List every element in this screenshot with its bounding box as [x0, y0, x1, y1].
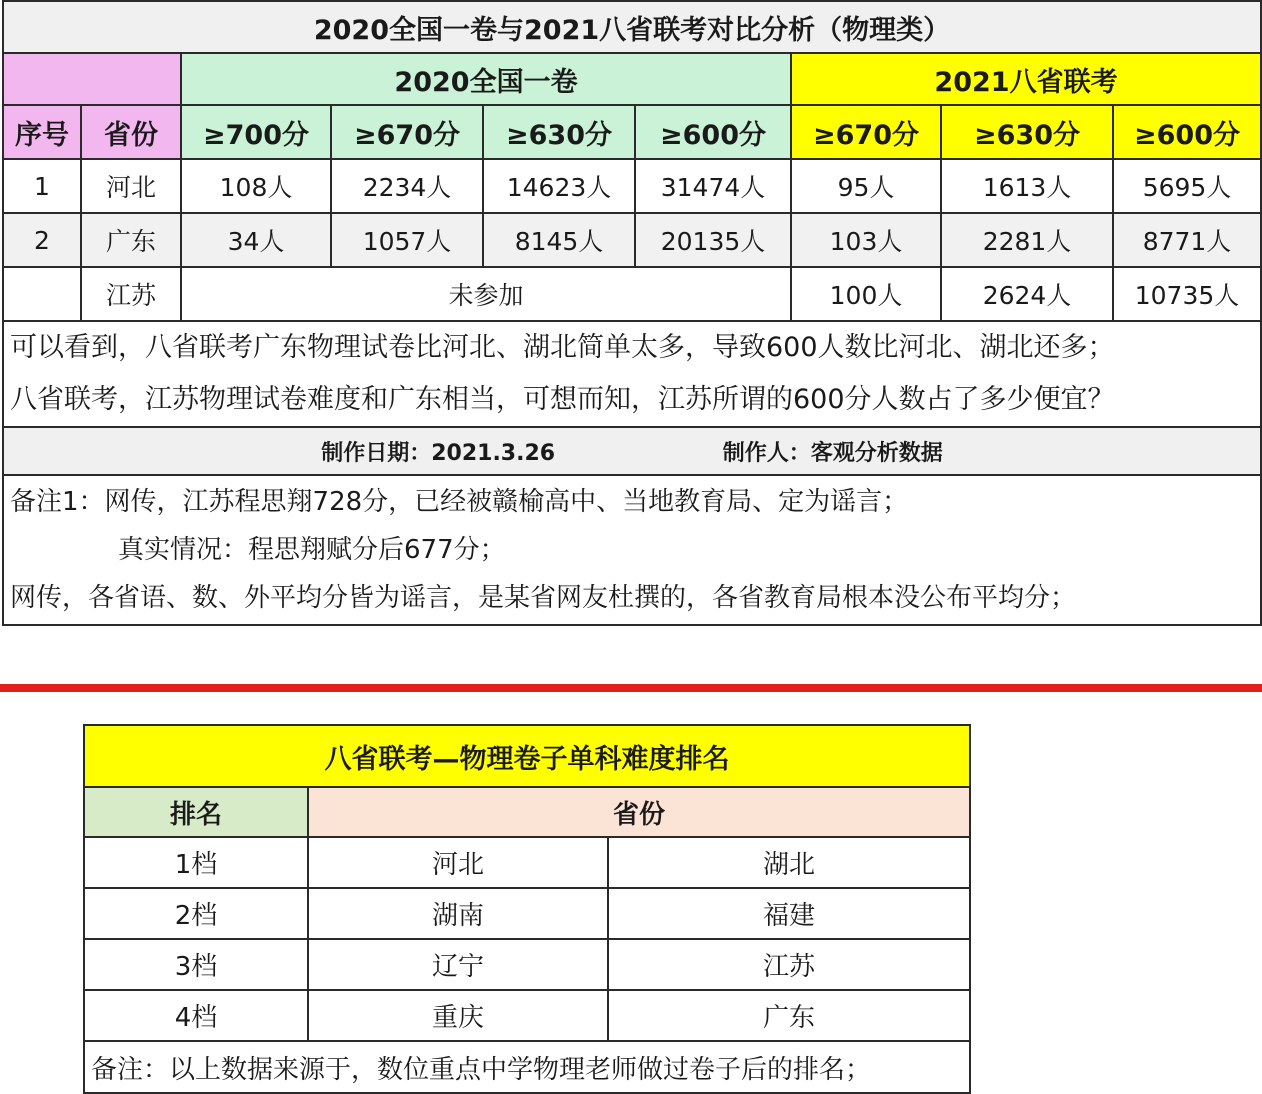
table-row: [84, 888, 970, 939]
cell-province: 江苏: [81, 267, 181, 321]
cell-value: 100人: [791, 267, 941, 321]
header-rank: 排名: [84, 787, 308, 837]
group-2020-header: 2020全国一卷: [181, 53, 791, 105]
note-line: 可以看到，八省联考广东物理试卷比河北、湖北简单太多，导致600人数比河北、湖北还多；: [10, 332, 1115, 363]
cell-value: 20135人: [635, 213, 791, 267]
header-2021-670: ≥670分: [791, 105, 941, 159]
cell-not-joined: 未参加: [181, 267, 791, 321]
cell-province: 河北: [81, 159, 181, 213]
cell-seq: 1: [3, 159, 81, 213]
cell-province: 湖北: [608, 837, 970, 888]
cell-value: 108人: [181, 159, 331, 213]
header-2020-630: ≥630分: [483, 105, 635, 159]
comparison-title: 2020全国一卷与2021八省联考对比分析（物理类）: [3, 1, 1261, 53]
table-row: [84, 939, 970, 990]
table-row: [84, 990, 970, 1041]
cell-value: 8771人: [1113, 213, 1261, 267]
header-province: 省份: [81, 105, 181, 159]
cell-rank: 2档: [84, 888, 308, 939]
cell-province: 辽宁: [308, 939, 608, 990]
cell-province: 广东: [81, 213, 181, 267]
cell-value: 103人: [791, 213, 941, 267]
cell-province: 广东: [608, 990, 970, 1041]
difficulty-ranking-table: [83, 724, 971, 1094]
header-2020-600: ≥600分: [635, 105, 791, 159]
cell-value: 14623人: [483, 159, 635, 213]
header-2021-630: ≥630分: [941, 105, 1113, 159]
made-by: 制作人：客观分析数据: [722, 440, 943, 466]
table-row: [3, 213, 1261, 267]
cell-value: 34人: [181, 213, 331, 267]
red-divider: [0, 684, 1262, 692]
cell-value: 1057人: [331, 213, 483, 267]
remark-line: 备注1：网传，江苏程思翔728分，已经被赣榆高中、当地教育局、定为谣言；: [10, 487, 909, 517]
ranking-title: 八省联考—物理卷子单科难度排名: [84, 725, 970, 787]
cell-value: 8145人: [483, 213, 635, 267]
cell-province: 河北: [308, 837, 608, 888]
cell-value: 2234人: [331, 159, 483, 213]
header-2020-670: ≥670分: [331, 105, 483, 159]
group-2021-header: 2021八省联考: [791, 53, 1261, 105]
note-line: 八省联考，江苏物理试卷难度和广东相当，可想而知，江苏所谓的600分人数占了多少便宜？: [10, 384, 1115, 415]
cell-province: 重庆: [308, 990, 608, 1041]
ranking-note: 备注：以上数据来源于，数位重点中学物理老师做过卷子后的排名；: [84, 1041, 970, 1093]
credit-row: [3, 427, 1261, 475]
header-province: 省份: [308, 787, 970, 837]
table-row: [3, 267, 1261, 321]
comparison-table: [2, 0, 1262, 626]
cell-province: 福建: [608, 888, 970, 939]
cell-province: 江苏: [608, 939, 970, 990]
cell-rank: 4档: [84, 990, 308, 1041]
cell-value: 10735人: [1113, 267, 1261, 321]
remarks: [3, 475, 1261, 625]
cell-province: 湖南: [308, 888, 608, 939]
group-blank-cell: [3, 53, 181, 105]
header-2021-600: ≥600分: [1113, 105, 1261, 159]
cell-value: 1613人: [941, 159, 1113, 213]
cell-rank: 3档: [84, 939, 308, 990]
table-row: [3, 159, 1261, 213]
cell-value: 31474人: [635, 159, 791, 213]
cell-value: 2624人: [941, 267, 1113, 321]
cell-seq: 2: [3, 213, 81, 267]
remark-line: 网传，各省语、数、外平均分皆为谣言，是某省网友杜撰的，各省教育局根本没公布平均分；: [10, 583, 1077, 613]
cell-value: 95人: [791, 159, 941, 213]
header-2020-700: ≥700分: [181, 105, 331, 159]
remark-line: 真实情况：程思翔赋分后677分；: [118, 535, 506, 565]
cell-rank: 1档: [84, 837, 308, 888]
table-row: [84, 837, 970, 888]
cell-value: 5695人: [1113, 159, 1261, 213]
cell-value: 2281人: [941, 213, 1113, 267]
analysis-note: [3, 321, 1261, 427]
cell-seq: [3, 267, 81, 321]
made-date: 制作日期：2021.3.26: [321, 440, 556, 466]
header-seq: 序号: [3, 105, 81, 159]
